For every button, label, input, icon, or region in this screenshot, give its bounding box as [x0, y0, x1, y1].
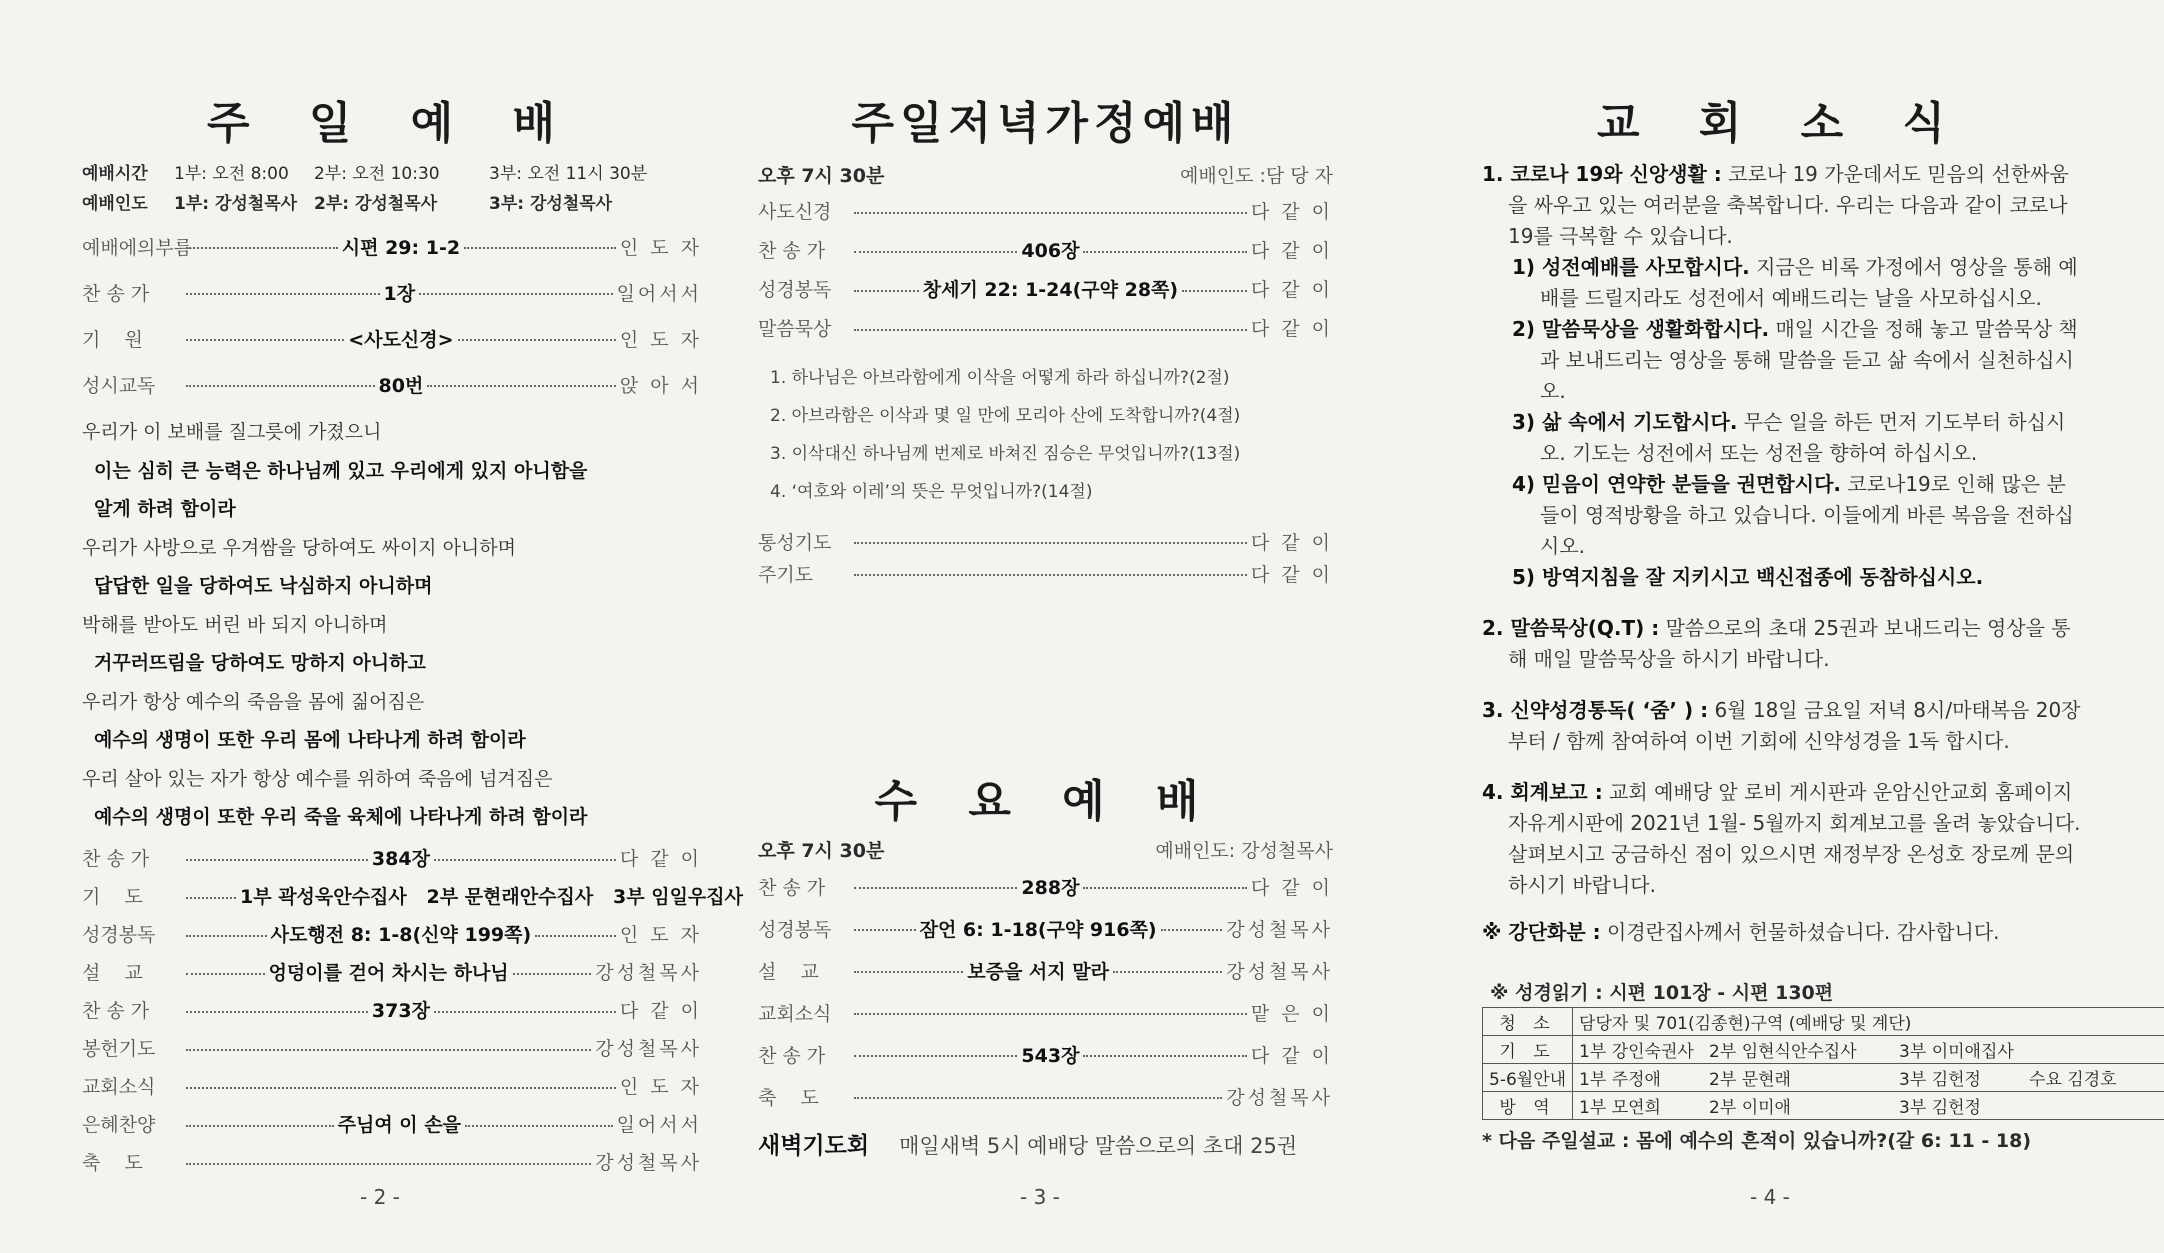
- leader-dots: [854, 542, 1247, 544]
- order-label: 찬 송 가: [758, 240, 826, 262]
- order-row: [758, 557, 1333, 589]
- reading-line: 이는 심히 큰 능력은 하나님께 있고 우리에게 있지 아니함을: [94, 459, 588, 482]
- page-number-4: - 4 -: [1750, 1185, 1790, 1209]
- sub-item-head: 5) 방역지침을 잘 지키시고 백신접종에 동참하십시오.: [1512, 565, 1984, 589]
- evening-worship-title: 주일저녁가정예배: [851, 98, 1240, 149]
- leader-dots: [854, 329, 1247, 331]
- page-number-2: - 2 -: [360, 1185, 400, 1209]
- reading-line: 거꾸러뜨림을 당하여도 망하지 아니하고: [94, 652, 426, 674]
- order-label: 봉헌기도: [82, 1038, 156, 1060]
- order-who: 맡 은 이: [1250, 1002, 1333, 1025]
- reading-line: 우리 살아 있는 자가 항상 예수를 위하여 죽음에 넘겨짐은: [82, 767, 553, 790]
- leader-dots: [535, 935, 616, 937]
- order-who: 다 같 이: [1250, 279, 1333, 301]
- question-item: 1. 하나님은 아브라함에게 이삭을 어떻게 하라 하십니까?(2절): [770, 368, 1230, 388]
- duty-row: [1483, 1036, 2164, 1064]
- question-item: 2. 아브라함은 이삭과 몇 일 만에 모리아 산에 도착합니까?(4절): [770, 406, 1241, 426]
- wednesday-order: [758, 865, 1333, 1117]
- duty-row: [1483, 1008, 2164, 1036]
- time-1: 1부: 오전 8:00: [174, 164, 289, 184]
- sub-item-head: 1) 성전예배를 사모합시다.: [1512, 255, 1750, 279]
- reading-line: 우리가 항상 예수의 죽음을 몸에 짊어짐은: [82, 690, 425, 713]
- evening-leader: 예배인도 :담 당 자: [1180, 165, 1333, 187]
- order-row: [758, 1033, 1333, 1075]
- question-item: 4. ‘여호와 이레’의 뜻은 무엇입니까?(14절): [770, 482, 1093, 502]
- order-content: 543장: [1021, 1044, 1080, 1067]
- leader-dots: [186, 1125, 334, 1127]
- order-who: 강성철목사: [595, 962, 702, 984]
- order-who: 다 같 이: [1250, 240, 1334, 262]
- meditation-questions: [758, 359, 1333, 511]
- leader-dots: [186, 1163, 591, 1165]
- reading-line: 예수의 생명이 또한 우리 죽을 육체에 나타나게 하려 함이라: [94, 806, 588, 828]
- leader-dots: [1182, 290, 1247, 292]
- duty-entry: 3부 김헌정: [1899, 1070, 1981, 1090]
- leader-dots: [434, 859, 616, 861]
- duty-head: 방 역: [1483, 1092, 1573, 1120]
- order-content: <사도신경>: [348, 328, 454, 351]
- evening-order-1: [758, 191, 1333, 347]
- order-row: [758, 308, 1333, 347]
- news-item-1-body: 코로나 19 가운데서도 믿음의 선한싸움을 싸우고 있는 여러분을 축복합니다. 우리는 다음과 같이 코로나 19를 극복할 수 있습니다.: [1508, 162, 2069, 248]
- leader-dots: [1161, 929, 1223, 931]
- order-label: 찬 송 가: [758, 1044, 826, 1067]
- leader-1: 1부: 강성철목사: [174, 194, 298, 214]
- order-row: [82, 839, 702, 877]
- leader-dots: [464, 247, 616, 249]
- order-label: 은혜찬양: [82, 1114, 156, 1136]
- page-number-3: - 3 -: [1020, 1185, 1060, 1209]
- order-row: [82, 1105, 702, 1143]
- leader-dots: [854, 290, 919, 292]
- order-label: 사도신경: [758, 201, 832, 223]
- leader-dots: [434, 1011, 616, 1013]
- news-sub-item: [1482, 407, 2082, 469]
- worship-times: [82, 159, 702, 189]
- duty-row: [1483, 1092, 2164, 1120]
- order-label: 찬 송 가: [82, 848, 150, 870]
- order-row: [82, 1143, 702, 1181]
- order-label: 찬 송 가: [82, 1000, 150, 1022]
- sub-item-body: 무슨 일을 하든 먼저 기도부터 하십시오. 기도는 성전에서 또는 성전을 향하여 하십시오.: [1540, 410, 2066, 465]
- leader-3: 3부: 강성철목사: [489, 194, 613, 214]
- duty-entry: 3부 이미애집사: [1899, 1042, 2014, 1062]
- order-who: 다 같 이: [1250, 876, 1334, 899]
- leader-dots: [854, 1013, 1247, 1015]
- order-who: 다 같 이: [1250, 201, 1333, 223]
- order-who: 다 같 이: [619, 848, 703, 870]
- reading-line: 알게 하려 함이라: [94, 498, 236, 520]
- order-row: [82, 915, 702, 953]
- order-label: 주기도: [758, 563, 814, 586]
- wednesday-time: 오후 7시 30분: [758, 840, 885, 862]
- church-news-title: 교 회 소 식: [1597, 98, 1967, 149]
- order-label: 찬 송 가: [758, 876, 826, 899]
- order-label: 기 도: [82, 886, 143, 908]
- news-item-1: [1482, 159, 2082, 593]
- news-sub-item: [1482, 252, 2082, 314]
- leader-dots: [419, 293, 613, 295]
- news-item-2-head: 2. 말씀묵상(Q.T) :: [1482, 616, 1660, 640]
- leader-dots: [513, 973, 592, 975]
- order-row: [758, 269, 1333, 308]
- order-content: 사도행전 8: 1-8(신약 199쪽): [270, 924, 532, 946]
- leader-dots: [854, 887, 1017, 889]
- order-who: 앉 아 서: [619, 374, 703, 397]
- duty-entry: 담당자 및 701(김종현)구역 (예배당 및 계단): [1579, 1014, 1912, 1034]
- wednesday-worship-title: 수 요 예 배: [874, 776, 1217, 827]
- order-content: 시편 29: 1-2: [341, 236, 461, 259]
- leader-dots: [458, 339, 616, 341]
- order-label: 축 도: [758, 1086, 819, 1109]
- order-content: 창세기 22: 1-24(구약 28쪽): [922, 279, 1179, 301]
- sub-item-head: 4) 믿음이 연약한 분들을 권면합시다.: [1512, 472, 1841, 496]
- news-item-3-head: 3. 신약성경통독( ‘줌’ ) :: [1482, 698, 1709, 722]
- leader-dots: [186, 897, 236, 899]
- leader-dots: [1083, 251, 1246, 253]
- duty-head: 기 도: [1483, 1036, 1573, 1064]
- leader-dots: [186, 859, 368, 861]
- order-of-service-1: [82, 223, 702, 407]
- order-label: 성경봉독: [758, 918, 832, 941]
- leader-dots: [854, 971, 963, 973]
- order-of-service-2: [82, 839, 743, 1181]
- page-3: [758, 95, 1334, 1159]
- order-content: 1장: [383, 282, 416, 305]
- sub-item-head: 2) 말씀묵상을 생활화합시다.: [1512, 317, 1770, 341]
- duty-entry: 수요 김경호: [2029, 1070, 2117, 1090]
- leader-dots: [427, 385, 616, 387]
- duty-table: [1482, 1007, 2164, 1120]
- order-who: 다 같 이: [619, 1000, 703, 1022]
- order-label: 통성기도: [758, 531, 832, 554]
- evening-time: 오후 7시 30분: [758, 165, 885, 187]
- leader-2: 2부: 강성철목사: [314, 194, 438, 214]
- duty-head: 청 소: [1483, 1008, 1573, 1036]
- duty-entry: 1부 주정애: [1579, 1070, 1661, 1090]
- altar-flower-head: ※ 강단화분 :: [1482, 920, 1601, 944]
- altar-flower-body: 이경란집사께서 헌물하셨습니다. 감사합니다.: [1600, 920, 2000, 944]
- order-content: 보증을 서지 말라: [967, 960, 1109, 983]
- order-label: 성경봉독: [758, 279, 832, 301]
- order-who: 다 같 이: [1250, 318, 1333, 340]
- sub-item-body: 코로나19로 인해 많은 분들이 영적방황을 하고 있습니다. 이들에게 바른 복음을 전하십시오.: [1540, 472, 2074, 558]
- leader-dots: [854, 212, 1247, 214]
- order-row: [758, 191, 1333, 230]
- order-content: 384장: [371, 848, 430, 870]
- leader-dots: [186, 973, 265, 975]
- order-row: [82, 223, 702, 269]
- duty-row: [1483, 1064, 2164, 1092]
- order-content: 80번: [378, 374, 424, 397]
- news-sub-item: [1482, 469, 2082, 562]
- order-row: [82, 1067, 702, 1105]
- leader-dots: [854, 251, 1017, 253]
- order-row: [82, 361, 702, 407]
- leader-dots: [186, 247, 338, 249]
- order-row: [82, 991, 702, 1029]
- news-sub-items: [1482, 252, 2082, 593]
- leader-dots: [186, 1087, 616, 1089]
- question-item: 3. 이삭대신 하나님께 번제로 바쳐진 짐승은 무엇입니까?(13절): [770, 444, 1241, 464]
- news-item-3: [1482, 695, 2082, 757]
- duty-cell: [1573, 1008, 2164, 1036]
- duty-entry: 2부 문현래: [1709, 1070, 1791, 1090]
- order-row: [758, 1075, 1333, 1117]
- duty-head: 5-6월안내: [1483, 1064, 1573, 1092]
- order-label: 찬 송 가: [82, 282, 150, 305]
- order-who: 일어서서: [616, 1114, 702, 1136]
- sub-item-body: 매일 시간을 정해 놓고 말씀묵상 책과 보내드리는 영상을 통해 말씀을 듣고 삶 속에서 실천하십시오.: [1540, 317, 2078, 403]
- order-who: 인 도 자: [619, 236, 702, 259]
- order-content: 잠언 6: 1-18(구약 916쪽): [919, 918, 1157, 941]
- reading-line: 우리가 이 보배를 질그릇에 가졌으니: [82, 421, 382, 443]
- order-who: 다 같 이: [1250, 531, 1333, 554]
- sub-item-body: 지금은 비록 가정에서 영상을 통해 예배를 드릴지라도 성전에서 예배드리는 날을 사모하십시오.: [1540, 255, 2078, 310]
- duty-entry: 2부 이미애: [1709, 1098, 1791, 1118]
- order-label: 교회소식: [758, 1002, 832, 1025]
- news-item-2: [1482, 613, 2082, 675]
- page-2: [82, 95, 743, 1181]
- wednesday-worship: [758, 773, 1333, 1160]
- leader-dots: [854, 574, 1247, 576]
- leader-dots: [186, 935, 267, 937]
- news-sub-item: [1482, 314, 2082, 407]
- order-label: 설 교: [758, 960, 819, 983]
- order-row: [82, 315, 702, 361]
- leader-dots: [854, 1097, 1222, 1099]
- order-content: 406장: [1021, 240, 1080, 262]
- order-content: 주님여 이 손을: [337, 1114, 461, 1136]
- news-item-4-head: 4. 회계보고 :: [1482, 780, 1603, 804]
- leader-dots: [186, 293, 380, 295]
- altar-flower: [1482, 917, 2082, 948]
- leader-dots: [1113, 971, 1222, 973]
- duty-entry: 1부 강인숙권사: [1579, 1042, 1694, 1062]
- next-sermon: * 다음 주일설교 : 몸에 예수의 흔적이 있습니까?(갈 6: 11 - 18): [1482, 1130, 2031, 1152]
- order-content: 288장: [1021, 876, 1080, 899]
- order-who: 강성철목사: [1226, 918, 1334, 941]
- order-content: 엉덩이를 걷어 차시는 하나님: [268, 962, 509, 984]
- reading-line: 박해를 받아도 버린 바 되지 아니하며: [82, 613, 388, 636]
- order-who: 다 같 이: [1250, 563, 1333, 586]
- dawn-prayer-text: 매일새벽 5시 예배당 말씀으로의 초대 25권: [899, 1134, 1298, 1158]
- order-who: 인 도 자: [619, 924, 702, 946]
- news-item-4-body: 교회 예배당 앞 로비 게시판과 운암신안교회 홈페이지 자유게시판에 2021년 1월- 5월까지 회계보고를 올려 놓았습니다. 살펴보시고 궁금하신 점이 있으시면 재정부장 온성호 장로께 문의하시기 바랍니다.: [1508, 780, 2081, 897]
- dawn-prayer: [758, 1127, 1333, 1160]
- leader-dots: [465, 1125, 613, 1127]
- wednesday-header: [758, 837, 1333, 865]
- order-row: [758, 865, 1333, 907]
- order-row: [758, 907, 1333, 949]
- order-row: [82, 953, 702, 991]
- news-item-1-head: 1. 코로나 19와 신앙생활 :: [1482, 162, 1722, 186]
- order-content: 373장: [371, 1000, 430, 1022]
- order-row: [758, 230, 1333, 269]
- leader-dots: [186, 1011, 368, 1013]
- reading-line: 예수의 생명이 또한 우리 몸에 나타나게 하려 함이라: [94, 729, 526, 751]
- news-sub-item: [1482, 562, 2082, 593]
- order-who: 일어서서: [616, 282, 702, 305]
- order-label: 기 원: [82, 328, 143, 351]
- order-who: 강성철목사: [1226, 960, 1333, 983]
- bible-reading: ※ 성경읽기 : 시편 101장 - 시편 130편: [1490, 982, 1834, 1004]
- duty-cell: [1573, 1092, 2164, 1120]
- news-item-4: [1482, 777, 2082, 901]
- responsive-reading: [82, 413, 702, 837]
- order-label: 성시교독: [82, 374, 156, 397]
- evening-header: [758, 161, 1333, 191]
- order-who: 인 도 자: [619, 1076, 702, 1098]
- duty-cell: [1573, 1036, 2164, 1064]
- sub-item-head: 3) 삶 속에서 기도합시다.: [1512, 410, 1738, 434]
- duty-cell: [1573, 1064, 2164, 1092]
- reading-line: 답답한 일을 당하여도 낙심하지 아니하며: [94, 575, 433, 597]
- order-label: 교회소식: [82, 1076, 156, 1098]
- duty-entry: 2부 임현식안수집사: [1709, 1042, 1857, 1062]
- news-item-3-body: 6월 18일 금요일 저녁 8시/마태복음 20장부터 / 함께 참여하여 이번 기회에 신약성경을 1독 합시다.: [1508, 698, 2081, 753]
- order-row: [82, 269, 702, 315]
- leader-dots: [186, 1049, 591, 1051]
- leader-dots: [1083, 1055, 1246, 1057]
- order-who: 인 도 자: [619, 328, 703, 351]
- order-label: 축 도: [82, 1152, 143, 1174]
- order-content: 1부 곽성욱안수집사 2부 문현래안수집사 3부 임일우집사: [240, 886, 743, 908]
- order-label: 설 교: [82, 962, 143, 984]
- order-who: 강성철목사: [595, 1038, 702, 1060]
- order-who: 다 같 이: [1250, 1044, 1334, 1067]
- order-who: 강성철목사: [1226, 1086, 1333, 1109]
- order-who: 강성철목사: [595, 1152, 702, 1174]
- evening-order-2: [758, 525, 1333, 589]
- leader-dots: [854, 1055, 1017, 1057]
- order-label: 예배에의부름: [82, 236, 193, 259]
- times-label: 예배시간: [82, 164, 148, 184]
- sunday-worship-title: 주 일 예 배: [207, 98, 577, 149]
- leaders-label: 예배인도: [82, 194, 148, 214]
- duty-entry: 1부 모연희: [1579, 1098, 1661, 1118]
- time-3: 3부: 오전 11시 30분: [489, 164, 648, 184]
- duty-entry: 3부 김헌정: [1899, 1098, 1981, 1118]
- wednesday-leader: 예배인도: 강성철목사: [1155, 840, 1333, 862]
- order-row: [758, 525, 1333, 557]
- worship-leaders: [82, 189, 702, 219]
- order-label: 성경봉독: [82, 924, 156, 946]
- order-row: [758, 991, 1333, 1033]
- leader-dots: [854, 929, 916, 931]
- order-row: [758, 949, 1333, 991]
- leader-dots: [1083, 887, 1246, 889]
- page-4: [1482, 95, 2117, 1153]
- leader-dots: [186, 339, 344, 341]
- order-row: [82, 877, 743, 915]
- time-2: 2부: 오전 10:30: [314, 164, 440, 184]
- order-row: [82, 1029, 702, 1067]
- reading-line: 우리가 사방으로 우겨쌈을 당하여도 싸이지 아니하며: [82, 536, 516, 559]
- leader-dots: [186, 385, 375, 387]
- order-label: 말씀묵상: [758, 318, 832, 340]
- news-item-2-body: 말씀으로의 초대 25권과 보내드리는 영상을 통해 매일 말씀묵상을 하시기 바랍니다.: [1508, 616, 2071, 671]
- dawn-prayer-label: 새벽기도회: [758, 1133, 870, 1159]
